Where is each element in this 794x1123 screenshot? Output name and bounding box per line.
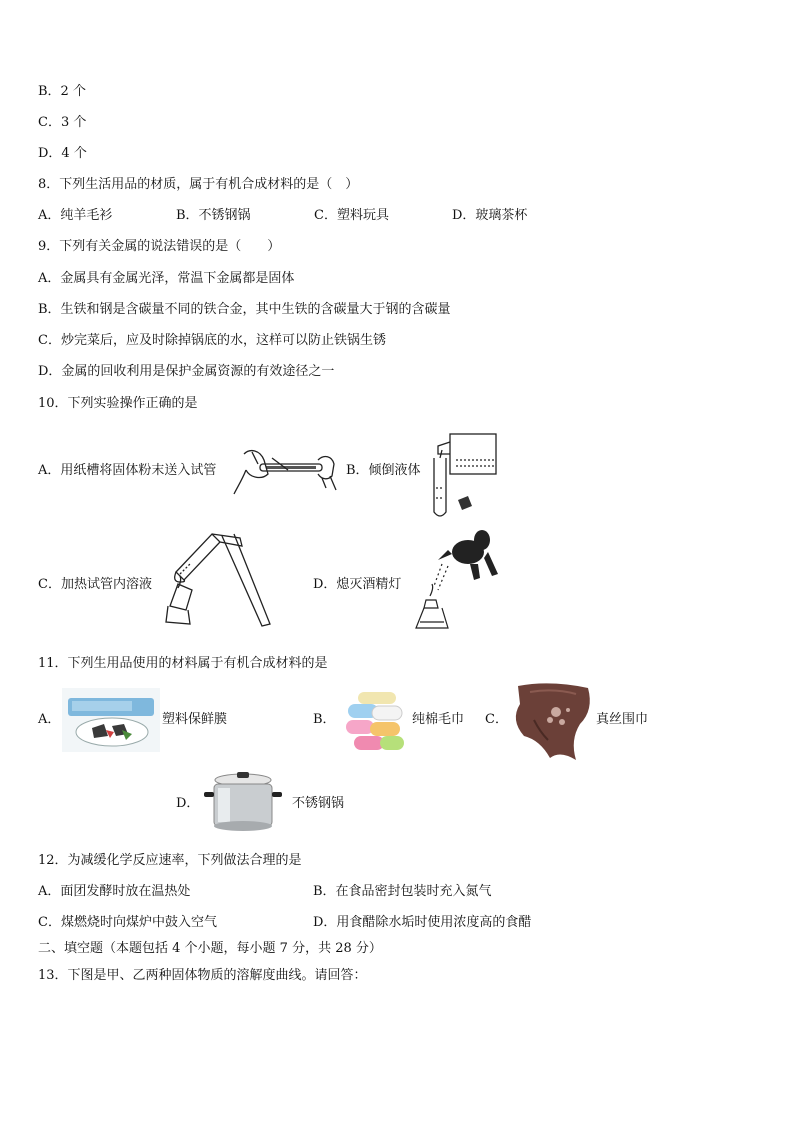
q12-option-b: B．在食品密封包装时充入氮气 xyxy=(313,884,492,899)
q10-option-a: A．用纸槽将固体粉末送入试管 xyxy=(38,463,217,478)
q11-option-d-text: 不锈钢锅 xyxy=(292,796,345,811)
plastic-wrap-image xyxy=(62,688,160,752)
q12-option-c: C．煤燃烧时向煤炉中鼓入空气 xyxy=(38,915,217,930)
q11-option-c-text: 真丝围巾 xyxy=(596,712,649,727)
q8-stem: 8．下列生活用品的材质，属于有机合成材料的是（ ） xyxy=(38,177,359,192)
cotton-towels-image xyxy=(342,688,408,754)
extinguish-alcohol-lamp-image xyxy=(408,524,504,642)
section-2-heading: 二、填空题（本题包括 4 个小题，每小题 7 分，共 28 分） xyxy=(38,941,382,956)
q10-stem: 10．下列实验操作正确的是 xyxy=(38,396,198,411)
q12-option-a: A．面团发酵时放在温热处 xyxy=(38,884,191,899)
q8-option-b: B．不锈钢锅 xyxy=(176,208,251,223)
q11-option-d-letter: D． xyxy=(176,796,200,811)
q11-option-a-text: 塑料保鲜膜 xyxy=(162,712,228,727)
q9-option-d: D．金属的回收利用是保护金属资源的有效途径之一 xyxy=(38,364,335,379)
q9-option-c: C．炒完菜后，应及时除掉锅底的水，这样可以防止铁锅生锈 xyxy=(38,333,386,348)
q8-option-c: C．塑料玩具 xyxy=(314,208,389,223)
q10-option-d: D．熄灭酒精灯 xyxy=(313,577,402,592)
paper-trough-test-tube-image xyxy=(232,440,344,496)
q9-stem: 9．下列有关金属的说法错误的是（ ） xyxy=(38,239,281,254)
q12-stem: 12．为减缓化学反应速率，下列做法合理的是 xyxy=(38,853,302,868)
q10-option-b: B．倾倒液体 xyxy=(346,463,421,478)
stainless-pot-image xyxy=(202,770,284,836)
q12-option-d: D．用食醋除水垢时使用浓度高的食醋 xyxy=(313,915,532,930)
q11-stem: 11．下列生用品使用的材料属于有机合成材料的是 xyxy=(38,656,328,671)
q9-option-a: A．金属具有金属光泽，常温下金属都是固体 xyxy=(38,271,295,286)
q7-option-b: B．2 个 xyxy=(38,84,86,99)
q10-option-c: C．加热试管内溶液 xyxy=(38,577,152,592)
q7-option-d: D．4 个 xyxy=(38,146,87,161)
silk-scarf-image xyxy=(510,680,596,764)
q7-option-c: C．3 个 xyxy=(38,115,87,130)
q8-option-a: A．纯羊毛衫 xyxy=(38,208,113,223)
q11-option-a-letter: A． xyxy=(38,712,61,727)
q13-stem: 13．下图是甲、乙两种固体物质的溶解度曲线。请回答： xyxy=(38,968,367,983)
q11-option-c-letter: C． xyxy=(485,712,508,727)
heating-test-tube-image xyxy=(150,522,278,634)
q9-option-b: B．生铁和钢是含碳量不同的铁合金，其中生铁的含碳量大于钢的含碳量 xyxy=(38,302,451,317)
q11-option-b-letter: B． xyxy=(313,712,336,727)
q11-option-b-text: 纯棉毛巾 xyxy=(412,712,465,727)
pouring-liquid-image xyxy=(428,428,502,520)
q8-option-d: D．玻璃茶杯 xyxy=(452,208,528,223)
